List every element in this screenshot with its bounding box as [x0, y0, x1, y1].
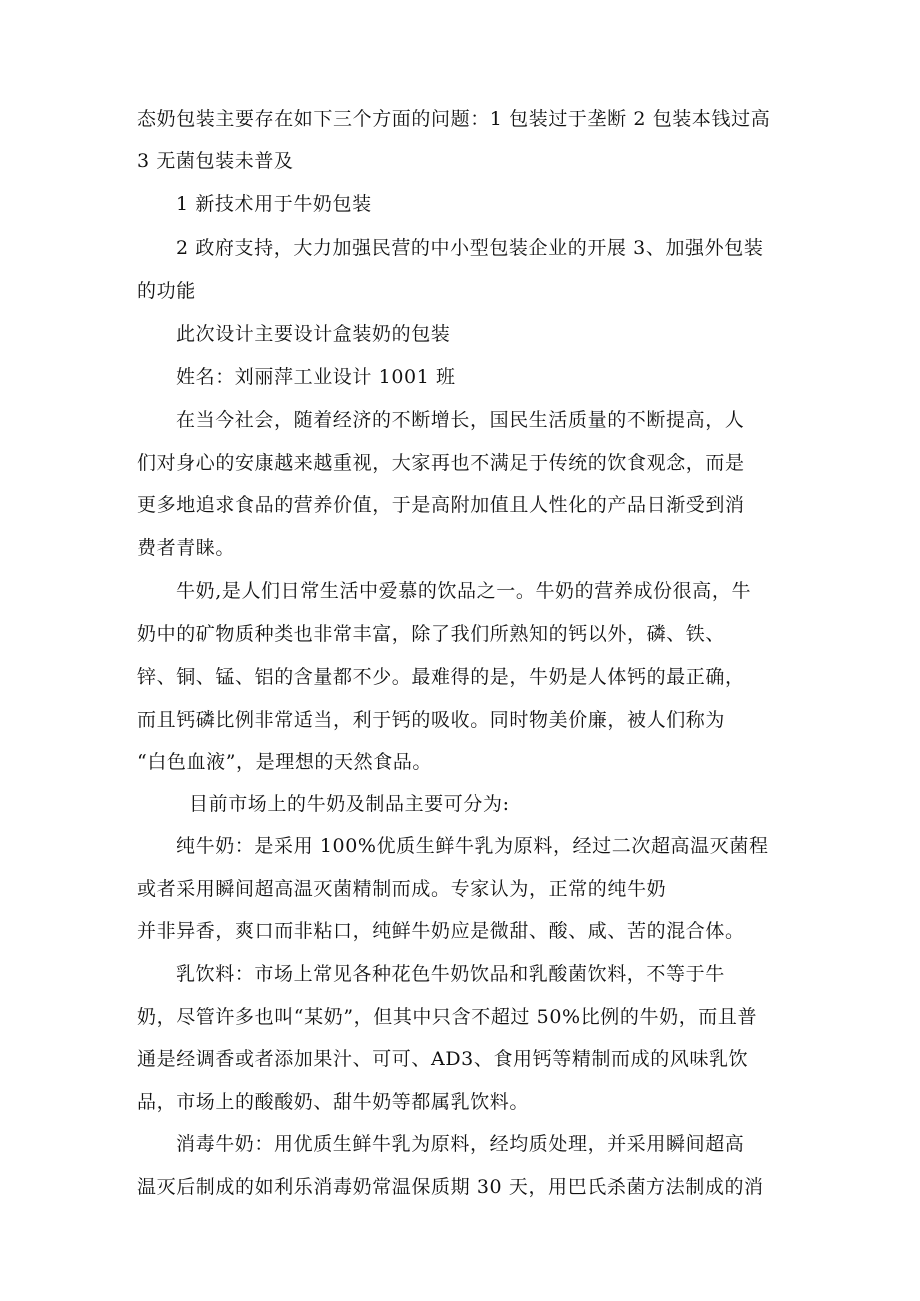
text-line: 奶，尽管许多也叫“某奶”，但其中只含不超过 50%比例的牛奶，而且普 [137, 1006, 758, 1028]
text-line: 目前市场上的牛奶及制品主要可分为: [189, 793, 510, 815]
text-line: 姓名：刘丽萍工业设计 1001 班 [176, 366, 456, 388]
text-line: 纯牛奶：是采用 100%优质生鲜牛乳为原料，经过二次超高温灭菌程 [176, 835, 769, 857]
text-line: 3 无菌包装未普及 [137, 150, 294, 172]
text-line: 费者青睐。 [137, 537, 236, 559]
text-line: 品，市场上的酸酸奶、甜牛奶等都属乳饮料。 [137, 1091, 530, 1113]
text-line: 锌、铜、锰、铝的含量都不少。最难得的是，牛奶是人体钙的最正确， [137, 666, 745, 688]
text-line: 牛奶,是人们日常生活中爱慕的饮品之一。牛奶的营养成份很高，牛 [176, 580, 752, 602]
text-line: 们对身心的安康越来越重视，大家再也不满足于传统的饮食观念，而是 [137, 452, 745, 474]
text-line: 或者采用瞬间超高温灭菌精制而成。专家认为，正常的纯牛奶 [137, 878, 667, 900]
text-line: 在当今社会，随着经济的不断增长，国民生活质量的不断提高，人 [176, 409, 745, 431]
text-line: 通是经调香或者添加果汁、可可、AD3、食用钙等精制而成的风味乳饮 [137, 1048, 749, 1070]
text-line: 消毒牛奶：用优质生鲜牛乳为原料，经均质处理，并采用瞬间超高 [176, 1133, 745, 1155]
text-line: 的功能 [137, 280, 196, 302]
text-line: “白色血液”，是理想的天然食品。 [137, 751, 433, 773]
text-line: 奶中的矿物质种类也非常丰富，除了我们所熟知的钙以外，磷、铁、 [137, 623, 726, 645]
text-line: 2 政府支持，大力加强民营的中小型包装企业的开展 3、加强外包装 [176, 237, 764, 259]
text-line: 并非异香，爽口而非粘口，纯鲜牛奶应是微甜、酸、咸、苦的混合体。 [137, 920, 745, 942]
text-line: 而且钙磷比例非常适当，利于钙的吸收。同时物美价廉，被人们称为 [137, 709, 726, 731]
text-line: 乳饮料：市场上常见各种花色牛奶饮品和乳酸菌饮料，不等于牛 [176, 963, 725, 985]
text-line: 1 新技术用于牛奶包装 [176, 193, 372, 215]
text-line: 温灭后制成的如利乐消毒奶常温保质期 30 天，用巴氏杀菌方法制成的消 [137, 1176, 764, 1198]
text-line: 此次设计主要设计盒装奶的包装 [176, 323, 451, 345]
text-line: 态奶包装主要存在如下三个方面的问题：1 包装过于垄断 2 包装本钱过高 [137, 108, 771, 130]
text-line: 更多地追求食品的营养价值，于是高附加值且人性化的产品日渐受到消 [137, 494, 745, 516]
